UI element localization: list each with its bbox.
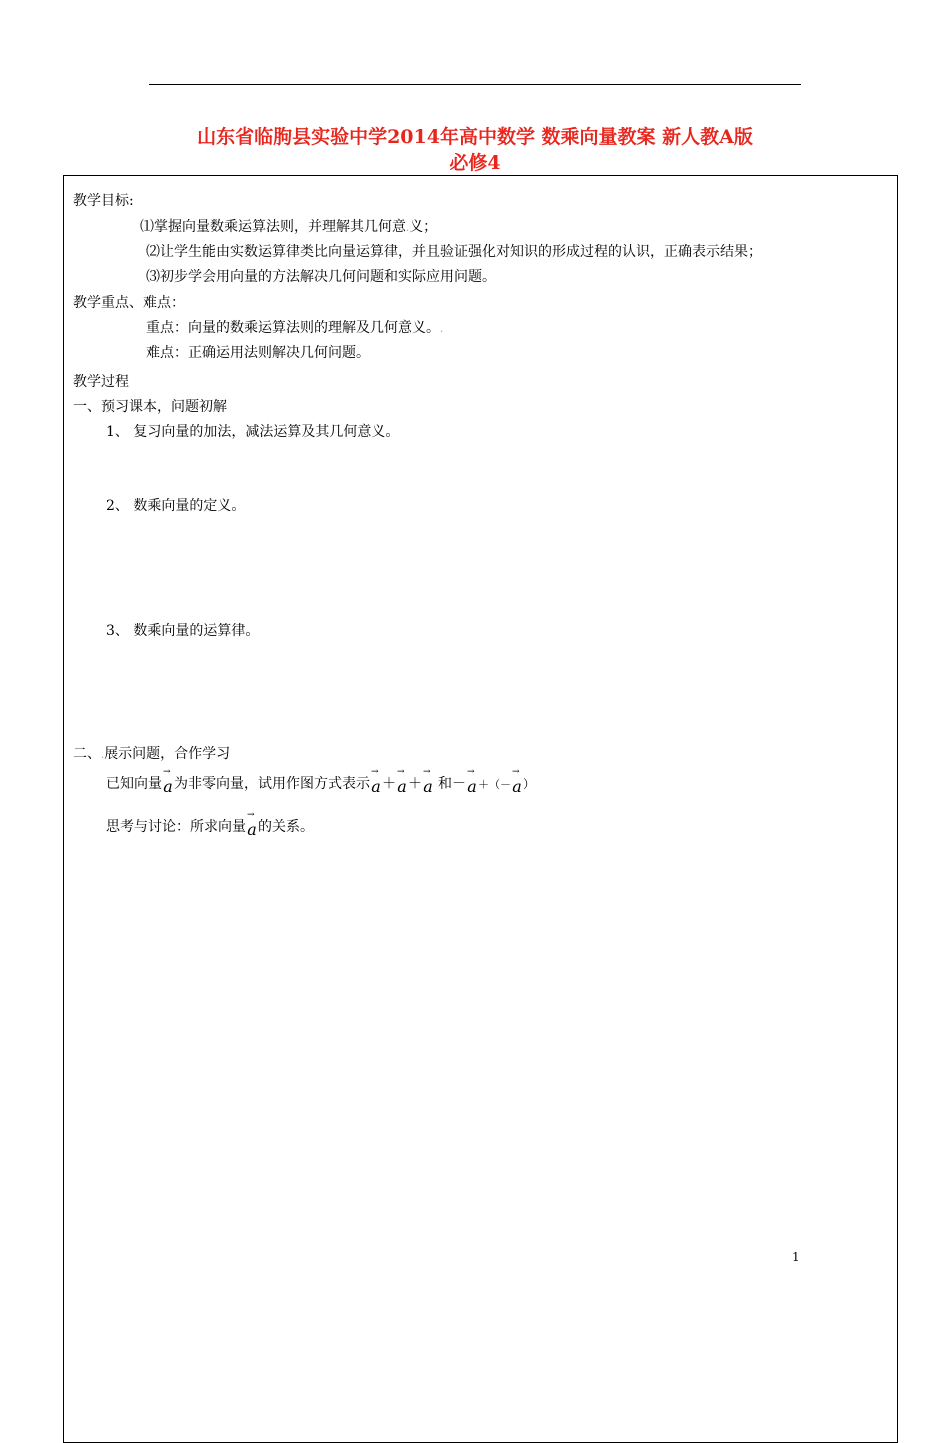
lesson-table-full [63,175,898,444]
marker-dot: . [406,223,410,234]
objective-item-1: ⑴掌握向量数乘运算法则，并理解其几何意.义； [140,219,438,235]
question-3: 3、 数乘向量的运算律。 [106,623,260,639]
objective-item-3: ⑶初步学会用向量的方法解决几何问题和实际应用问题。 [146,269,496,285]
keypoint-difficulty: 难点：正确运用法则解决几何问题。 [146,345,370,361]
marker-dot: . [101,750,105,761]
document-title-line2: 必修4 [449,152,501,174]
section-2-heading: 二、.展示问题，合作学习 [73,746,231,762]
page-number: 1 [792,1250,800,1264]
document-title-line1: 山东省临朐县实验中学2014年高中数学 数乘向量教案 新人教A版 [197,126,753,148]
keypoint-focus: 重点：向量的数乘运算法则的理解及几何意义。. [146,320,444,336]
objectives-heading: 教学目标: [73,193,134,209]
header-rule [149,84,801,85]
vector-a: → a [397,767,407,796]
marker-dot: . [440,324,444,335]
objective-item-2: ⑵让学生能由实数运算律类比向量运算律，并且验证强化对知识的形成过程的认识，正确表示结果； [146,244,762,260]
keypoints-heading: 教学重点、难点： [73,295,185,311]
problem-statement: 已知向量 → a为非零向量，试用作图方式表示 → a＋ → a＋ → a 和－ → a＋（－ → a） [106,767,536,796]
vector-a: → a [467,767,477,796]
vector-a: → a [512,767,522,796]
discussion-prompt: 思考与讨论：所求向量 → a的关系。 [106,810,314,839]
vector-a: → a [371,767,381,796]
question-2: 2、 数乘向量的定义。 [106,498,246,514]
process-heading: 教学过程 [73,374,129,390]
question-1: 1、 复习向量的加法，减法运算及其几何意义。 [106,424,400,440]
vector-a: → a [423,767,433,796]
section-1-heading: 一、预习课本，问题初解 [73,399,227,415]
vector-a: → a [163,767,173,796]
vector-a: → a [247,810,257,839]
